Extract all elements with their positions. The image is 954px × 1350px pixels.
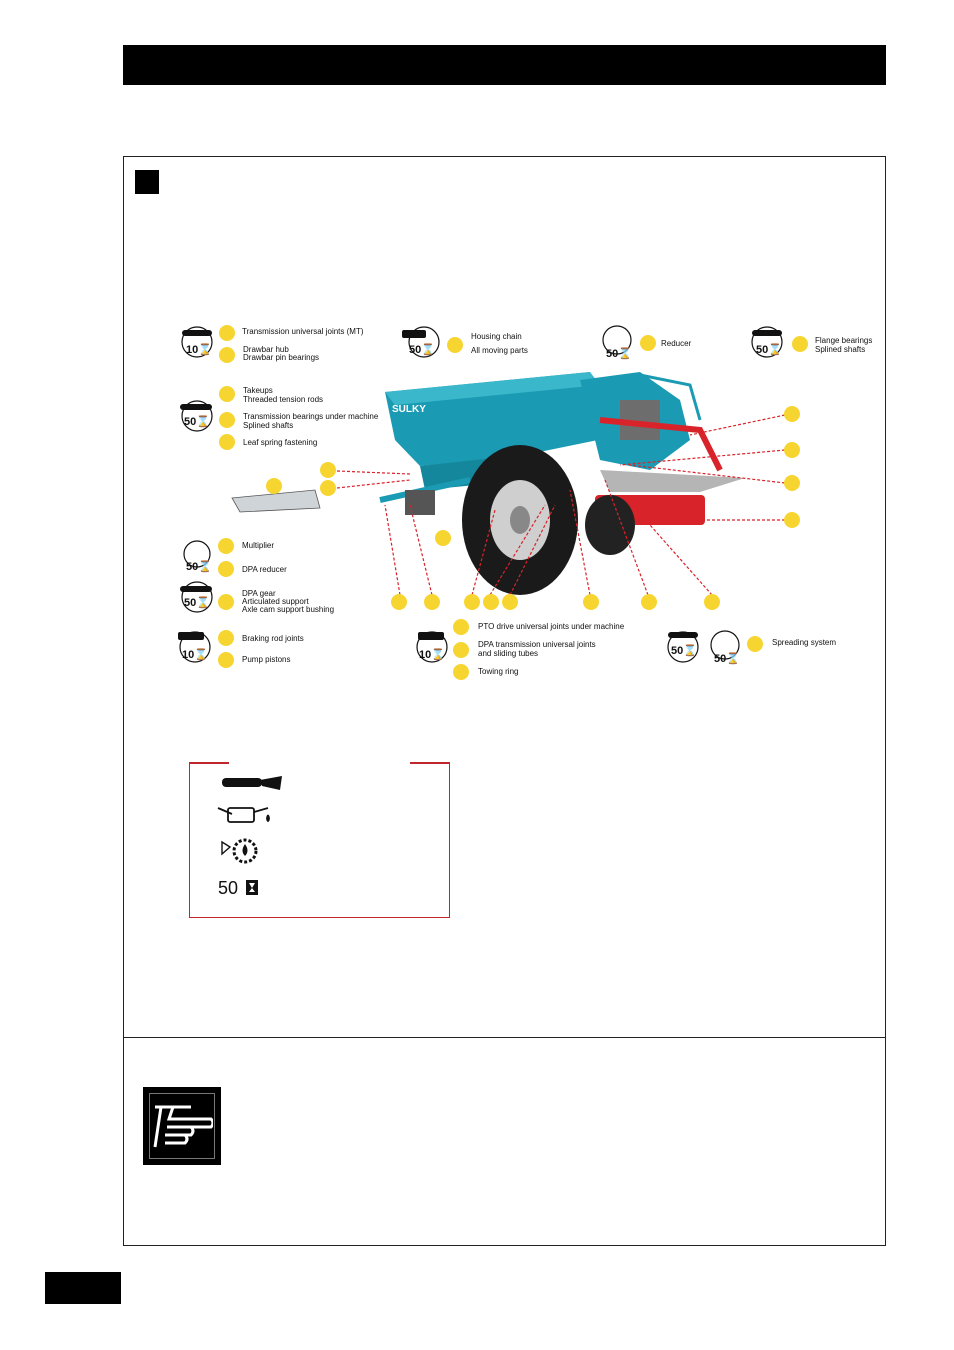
svg-text:10⌛: 10⌛ (182, 649, 208, 661)
frame-separator (123, 1037, 886, 1038)
label-dpa-reducer: DPA reducer (242, 565, 287, 574)
label-axle-cam: Axle cam support bushing (242, 605, 335, 614)
label-all-moving: All moving parts (471, 346, 528, 355)
svg-text:50⌛: 50⌛ (409, 344, 435, 356)
svg-text:50⌛: 50⌛ (756, 344, 782, 356)
label-dpa-gear: DPA gear (242, 589, 276, 598)
grease-gun-icon (222, 776, 282, 790)
label-braking-rod: Braking rod joints (242, 634, 304, 643)
label-towing-ring: Towing ring (478, 667, 519, 676)
label-splined-shafts: Splined shafts (815, 345, 866, 354)
label-splined-shafts-2: Splined shafts (243, 421, 294, 430)
label-drawbar-hub: Drawbar hub (243, 345, 289, 354)
oil-can-icon (218, 808, 269, 822)
label-pto-drive: PTO drive universal joints under machine (478, 622, 625, 631)
legend-50-text: 50 (218, 878, 239, 898)
note-box (143, 1087, 221, 1165)
label-drawbar-pin: Drawbar pin bearings (243, 353, 320, 362)
svg-text:50⌛: 50⌛ (184, 416, 210, 428)
svg-text:50⌛: 50⌛ (671, 645, 697, 657)
label-flange-bearings: Flange bearings (815, 336, 873, 345)
label-reducer: Reducer (661, 339, 692, 348)
label-leaf-spring: Leaf spring fastening (243, 438, 318, 447)
svg-text:50⌛: 50⌛ (714, 653, 740, 665)
label-housing-chain: Housing chain (471, 332, 522, 341)
svg-text:50⌛: 50⌛ (606, 348, 632, 360)
label-dpa-trans-1: DPA transmission universal joints (478, 640, 596, 649)
brand-logo: SULKY (392, 404, 426, 415)
label-multiplier: Multiplier (242, 541, 275, 550)
label-threaded-rods: Threaded tension rods (243, 395, 324, 404)
page-number-bar (45, 1272, 121, 1304)
label-spreading: Spreading system (772, 638, 837, 647)
label-articulated: Articulated support (242, 597, 309, 606)
interval-10h: 10⌛ (186, 344, 212, 356)
svg-text:50⌛: 50⌛ (186, 561, 212, 573)
label-transmission-uj: Transmission universal joints (MT) (242, 327, 364, 336)
svg-text:10⌛: 10⌛ (419, 649, 445, 661)
svg-text:50⌛: 50⌛ (184, 597, 210, 609)
hourglass-icon (218, 878, 258, 898)
label-takeups: Takeups (243, 386, 273, 395)
label-dpa-trans-2: and sliding tubes (478, 649, 539, 658)
label-trans-bearings: Transmission bearings under machine (243, 412, 379, 421)
label-pump-pistons: Pump pistons (242, 655, 291, 664)
pointing-hand-icon (151, 1101, 213, 1153)
gearbox-oil-icon (222, 840, 256, 862)
